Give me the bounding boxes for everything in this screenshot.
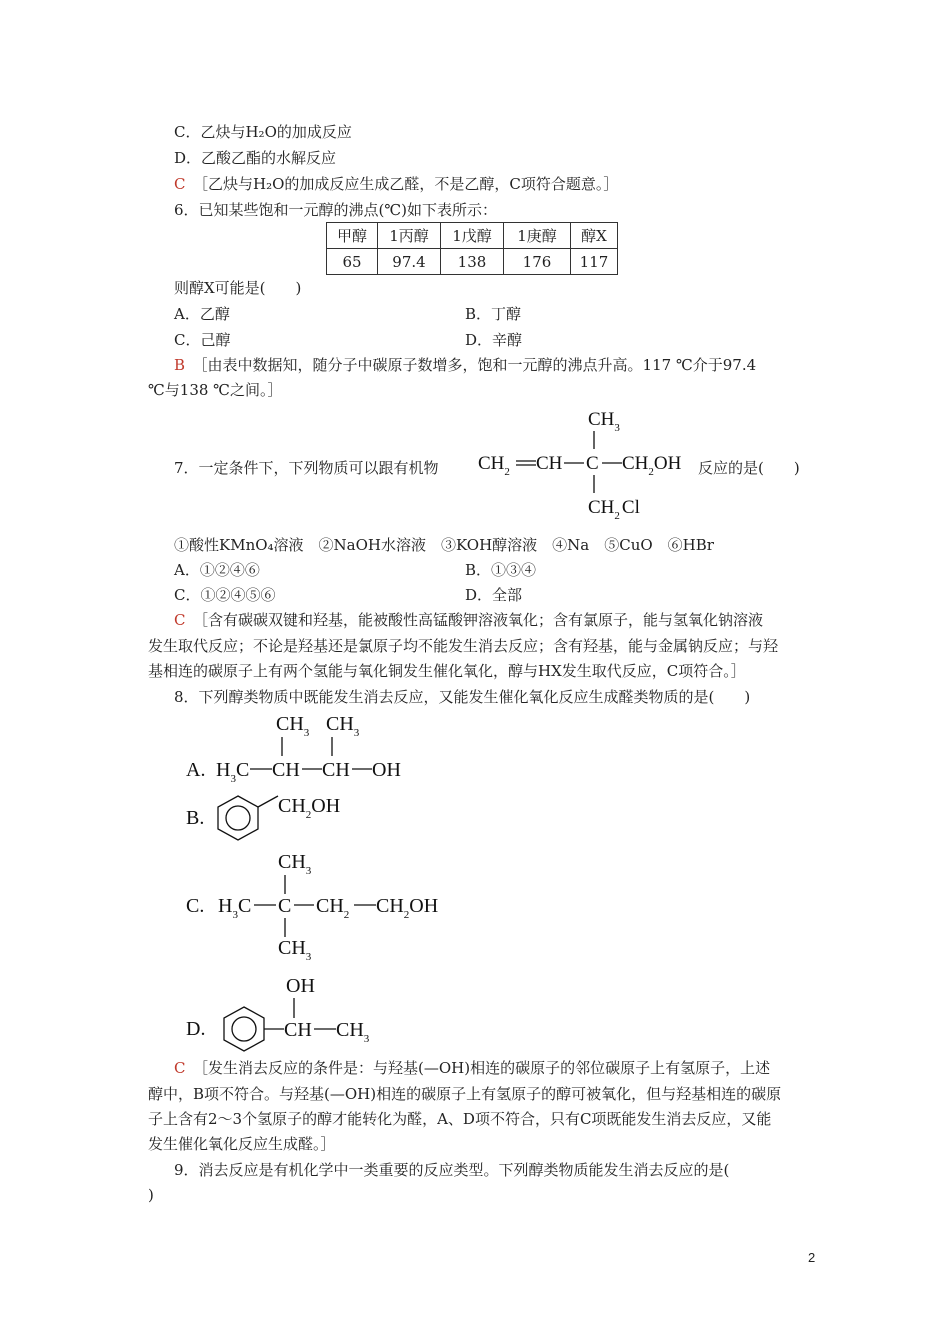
- q5-option-d: D．乙酸乙酯的水解反应: [174, 149, 337, 167]
- svg-text:CH2OH: $CH_2OH$: [376, 895, 439, 921]
- svg-text:OH: OH: [286, 975, 315, 997]
- q9-stem: 9．消去反应是有机化学中一类重要的反应类型。下列醇类物质能发生消去反应的是(: [174, 1161, 730, 1179]
- svg-text:CH: CH: [284, 1019, 312, 1041]
- svg-text:B.: B.: [186, 807, 205, 829]
- svg-text:CH3: $CH_3$: [336, 1019, 370, 1045]
- table-cell: 117: [571, 249, 618, 275]
- chem-text: C: [586, 453, 599, 474]
- q7-answer: [174, 610, 763, 630]
- chem-text: $CH_3$: [588, 409, 620, 434]
- q6-option-d: D．辛醇: [465, 331, 523, 349]
- q6-option-c: C．己醇: [174, 331, 231, 349]
- svg-text:CH3: $CH_3$: [326, 713, 360, 739]
- q8-option-b-structure: [186, 790, 386, 840]
- svg-text:OH: OH: [372, 759, 401, 781]
- svg-text:CH: CH: [272, 759, 300, 781]
- svg-text:CH2OH: $CH_2OH$: [278, 795, 341, 821]
- table-cell: 65: [327, 249, 378, 275]
- page-number: 2: [808, 1250, 816, 1265]
- chem-text: $CH_2$ Cl: [588, 497, 640, 522]
- table-cell: 176: [504, 249, 571, 275]
- answer-text: ［含有碳碳双键和羟基，能被酸性高锰酸钾溶液氧化；含有氯原子，能与氢氧化钠溶液: [200, 611, 764, 629]
- q6-answer: [174, 355, 756, 375]
- q6-prompt: 则醇X可能是( ): [174, 279, 302, 297]
- q8-answer-cont: 醇中，B项不符合。与羟基(—OH)相连的碳原子上有氢原子的醇可被氧化，但与羟基相连的碳原: [148, 1085, 782, 1103]
- q7-answer-cont: 基相连的碳原子上有两个氢能与氧化铜发生催化氧化，醇与HX发生取代反应，C项符合。］: [148, 662, 746, 680]
- svg-text:D.: D.: [186, 1018, 206, 1040]
- q7-option-a: A．①②④⑥: [174, 561, 260, 579]
- q7-stem-pre: 7．一定条件下，下列物质可以跟有机物: [174, 459, 439, 477]
- q7-option-c: C．①②④⑤⑥: [174, 586, 276, 604]
- answer-letter: C: [174, 611, 186, 629]
- answer-text: ［发生消去反应的条件是：与羟基(—OH)相连的碳原子的邻位碳原子上有氢原子，上述: [200, 1059, 771, 1077]
- svg-text:CH3: $CH_3$: [276, 713, 310, 739]
- table-header: 醇X: [571, 223, 618, 249]
- svg-text:CH2: $CH_2$: [316, 895, 350, 921]
- answer-letter: C: [174, 1059, 186, 1077]
- answer-text: ［乙炔与H₂O的加成反应生成乙醛，不是乙醇，C项符合题意。］: [200, 175, 619, 193]
- benzene-circle: [232, 1017, 256, 1041]
- svg-text:CH3: $CH_3$: [278, 937, 312, 963]
- q8-option-d-structure: [186, 972, 406, 1052]
- svg-text:H3C: $H_3C$: [216, 759, 250, 785]
- table-cell: 97.4: [378, 249, 441, 275]
- boiling-point-table: [326, 222, 618, 275]
- q8-answer-cont: 发生催化氧化反应生成醛。］: [148, 1135, 336, 1153]
- q7-option-d: D．全部: [465, 586, 523, 604]
- q6-option-a: A．乙醇: [174, 305, 230, 323]
- svg-text:H3C: $H_3C$: [218, 895, 252, 921]
- benzene-ring: [218, 796, 258, 840]
- table-header: 1庚醇: [504, 223, 571, 249]
- table-header: 甲醇: [327, 223, 378, 249]
- chem-text: $CH_2$: [478, 453, 510, 478]
- answer-letter: C: [174, 175, 186, 193]
- q9-stem-cont: ): [148, 1186, 154, 1204]
- svg-text:C: C: [278, 895, 292, 917]
- q8-option-c-structure: [186, 848, 456, 963]
- q5-answer: [174, 174, 618, 194]
- answer-letter: B: [174, 356, 186, 374]
- chem-text: $CH_2OH$: [622, 453, 682, 478]
- svg-text:CH: CH: [322, 759, 350, 781]
- q7-stem-post: 反应的是( ): [698, 459, 800, 477]
- table-header: 1丙醇: [378, 223, 441, 249]
- q5-option-c: C．乙炔与H₂O的加成反应: [174, 123, 352, 141]
- q7-reagents: ①酸性KMnO₄溶液 ②NaOH水溶液 ③KOH醇溶液 ④Na ⑤CuO ⑥HBr: [174, 536, 714, 554]
- q6-option-b: B．丁醇: [465, 305, 522, 323]
- q7-answer-cont: 发生取代反应；不论是羟基还是氯原子均不能发生消去反应；含有羟基，能与金属钠反应；与羟: [148, 637, 779, 655]
- q6-stem: 6．已知某些饱和一元醇的沸点(℃)如下表所示：: [174, 201, 498, 219]
- q8-answer: [174, 1058, 770, 1078]
- benzene-circle: [226, 806, 250, 830]
- chem-text: CH: [536, 453, 563, 474]
- svg-text:A.: A.: [186, 759, 206, 781]
- benzene-ring: [224, 1007, 264, 1051]
- table-header: 1戊醇: [441, 223, 504, 249]
- q8-answer-cont: 子上含有2～3个氢原子的醇才能转化为醛，A、D项不符合，只有C项既能发生消去反应，又能: [148, 1110, 772, 1128]
- q6-answer-cont: ℃与138 ℃之间。］: [148, 381, 283, 399]
- q8-option-a-structure: [186, 708, 426, 783]
- svg-text:CH3: $CH_3$: [278, 851, 312, 877]
- svg-text:C.: C.: [186, 895, 205, 917]
- answer-text: ［由表中数据知，随分子中碳原子数增多，饱和一元醇的沸点升高。117 ℃介于97.4: [200, 356, 757, 374]
- table-cell: 138: [441, 249, 504, 275]
- q8-stem: 8．下列醇类物质中既能发生消去反应，又能发生催化氧化反应生成醛类物质的是( ): [174, 688, 751, 706]
- q7-structure: [476, 405, 706, 525]
- q7-option-b: B．①③④: [465, 561, 537, 579]
